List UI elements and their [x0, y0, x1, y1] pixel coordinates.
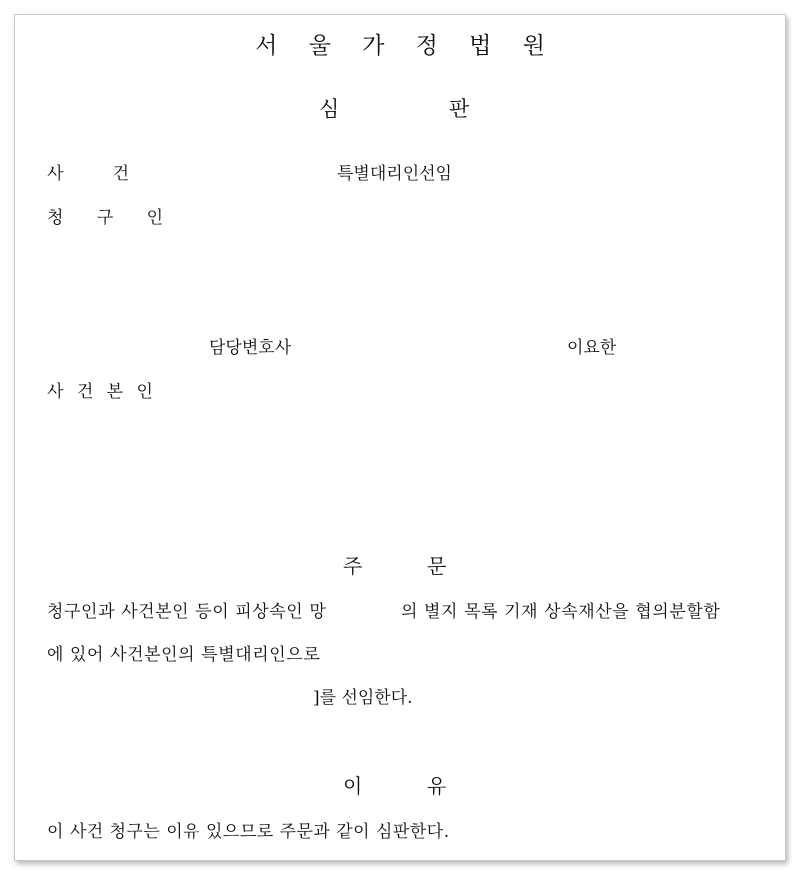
document-title-right: 판 [449, 97, 470, 121]
case-value: 특별대리인선임 [337, 164, 452, 184]
case-label: 사 건 [47, 164, 129, 184]
order-line-2: 에 있어 사건본인의 특별대리인으로 [47, 645, 321, 665]
reason-heading-right: 유 [427, 774, 447, 798]
reason-text: 이 사건 청구는 이유 있으므로 주문과 같이 심판한다. [47, 822, 450, 842]
order-heading-right: 문 [427, 554, 447, 578]
petitioner-label: 청 구 인 [47, 208, 178, 228]
order-line-1b: 의 별지 목록 기재 상속재산을 협의분할함 [401, 602, 721, 622]
reason-heading-left: 이 [343, 774, 363, 798]
attorney-name: 이요한 [567, 338, 617, 358]
principal-label: 사 건 본 인 [47, 382, 157, 402]
order-heading-left: 주 [343, 554, 363, 578]
document-page [14, 14, 786, 861]
order-line-1a: 청구인과 사건본인 등이 피상속인 망 [47, 602, 327, 622]
court-name: 서 울 가 정 법 원 [255, 33, 557, 59]
attorney-label: 담당변호사 [209, 338, 292, 358]
order-line-3: ]를 선임한다. [313, 688, 413, 708]
document-title-left: 심 [319, 97, 340, 121]
